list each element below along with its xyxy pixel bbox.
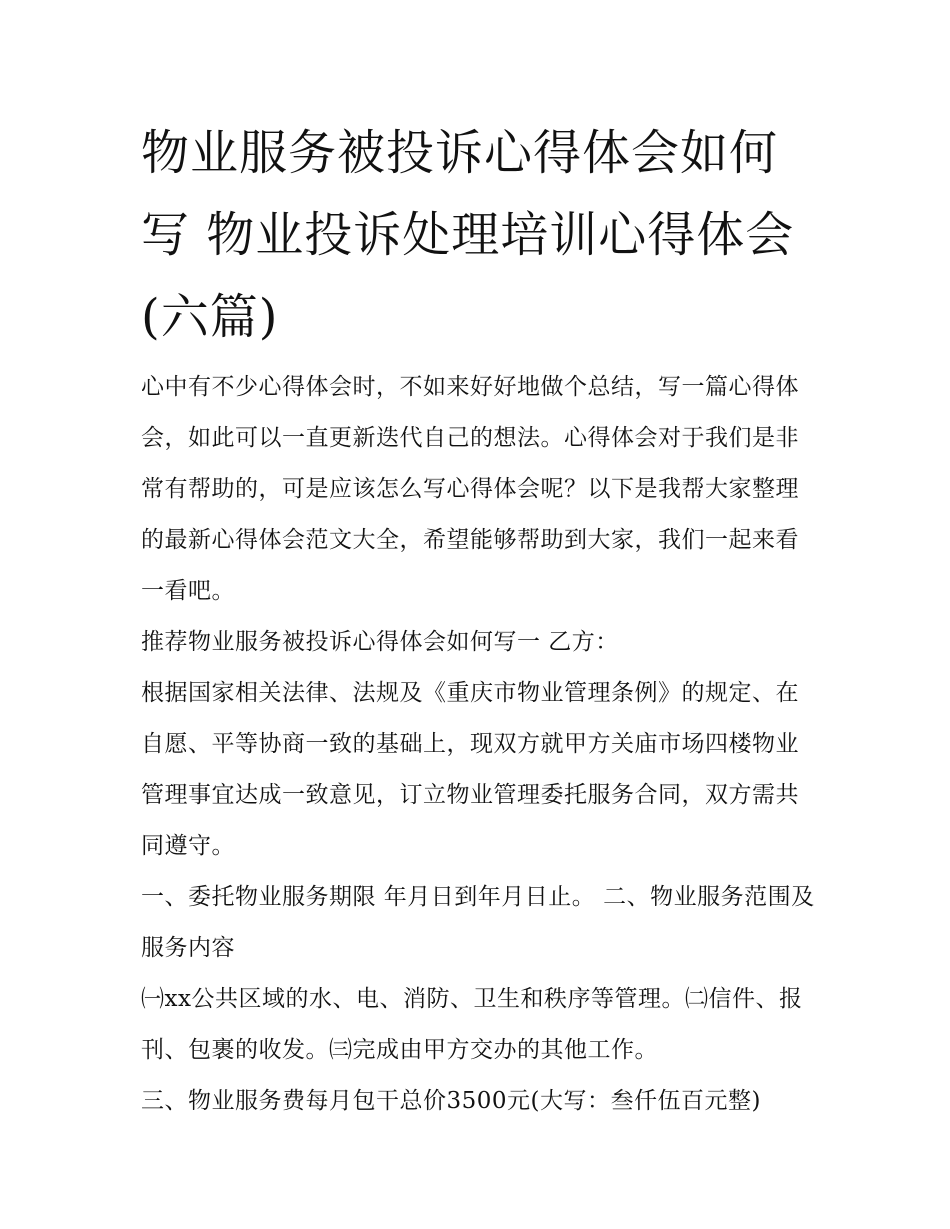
paragraph-service-items: ㈠xx公共区域的水、电、消防、卫生和秩序等管理。㈡信件、报刊、包裹的收发。㈢完成由甲方交办的其他工作。 <box>141 986 803 1063</box>
paragraph-service-fee: 三、物业服务费每月包干总价3500元(大写：叁仟伍百元整) <box>141 1088 761 1114</box>
paragraph-legal-basis: 根据国家相关法律、法规及《重庆市物业管理条例》的规定、在自愿、平等协商一致的基础上，现双方就甲方关庙市场四楼物业管理事宜达成一致意见，订立物业管理委托服务合同，双方需共同遵守。 <box>141 680 799 859</box>
paragraph-intro: 心中有不少心得体会时，不如来好好地做个总结，写一篇心得体会，如此可以一直更新迭代自己的想法。心得体会对于我们是非常有帮助的，可是应该怎么写心得体会呢？以下是我帮大家整理的最新心得体会范文大全，希望能够帮助到大家，我们一起来看一看吧。 <box>141 374 799 604</box>
document-title: 物业服务被投诉心得体会如何写 物业投诉处理培训心得体会(六篇) <box>141 125 795 345</box>
document-page <box>141 112 821 1127</box>
paragraph-service-term: 一、委托物业服务期限 年月日到年月日止。 二、物业服务范围及服务内容 <box>141 884 815 961</box>
paragraph-recommend: 推荐物业服务被投诉心得体会如何写一 乙方： <box>141 629 619 655</box>
